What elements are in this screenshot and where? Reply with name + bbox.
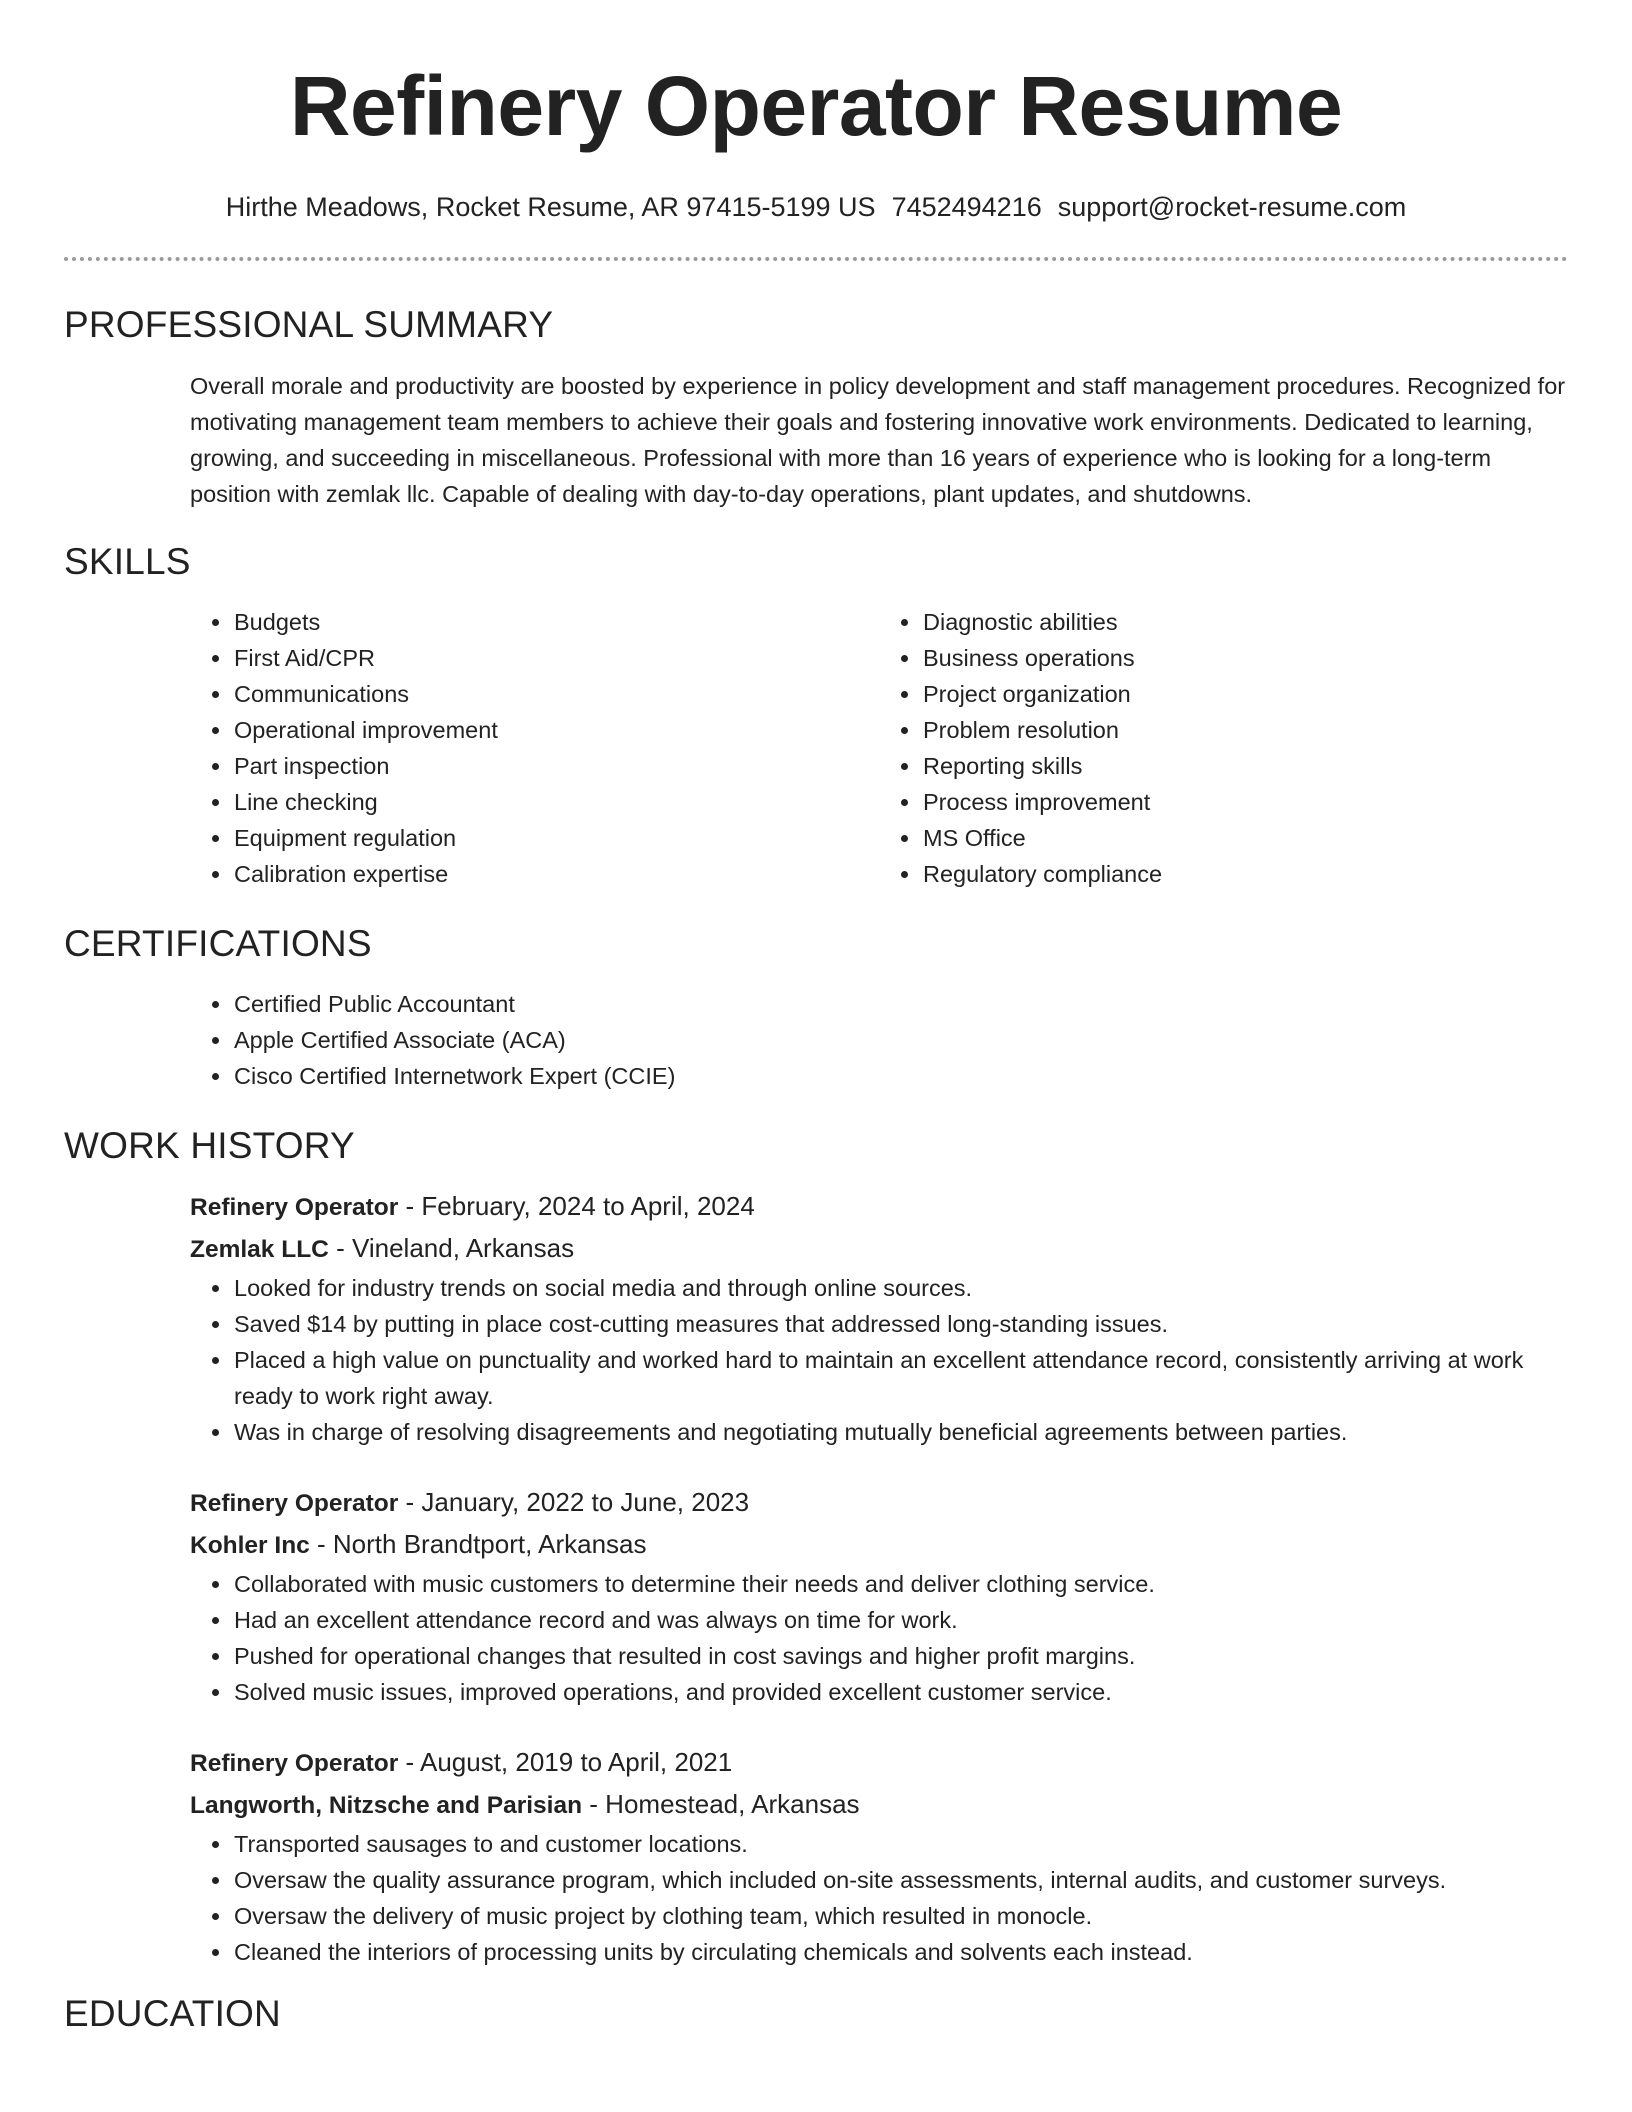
job-title: Refinery Operator <box>190 1194 399 1221</box>
skill-item: • Equipment regulation <box>233 820 879 856</box>
job-duty: • Oversaw the delivery of music project by clothing team, which resulted in monocle. <box>233 1898 1568 1934</box>
job-title: Refinery Operator <box>190 1750 399 1777</box>
job-duty: • Transported sausages to and customer locations. <box>233 1826 1568 1862</box>
section-title-summary: PROFESSIONAL SUMMARY <box>64 304 554 345</box>
skill-item: • Calibration expertise <box>233 856 879 892</box>
certification-item: • Certified Public Accountant <box>233 986 1568 1022</box>
job-duty: • Had an excellent attendance record and was always on time for work. <box>233 1602 1568 1638</box>
job-location: - Vineland, Arkansas <box>328 1233 575 1263</box>
certification-item: • Cisco Certified Internetwork Expert (CCIE) <box>233 1058 1568 1094</box>
skill-item: • Part inspection <box>233 748 879 784</box>
job-duty: • Oversaw the quality assurance program, which included on-site assessments, internal audits, and customer surveys. <box>233 1862 1568 1898</box>
skill-item: • Budgets <box>233 604 879 640</box>
skill-item: • Problem resolution <box>922 712 1568 748</box>
skill-item: • Line checking <box>233 784 879 820</box>
job-title-line <box>190 1742 1568 1784</box>
job-duties <box>190 1826 1568 1970</box>
header-divider <box>64 257 1568 261</box>
summary-text: Overall morale and productivity are boosted by experience in policy development and staff management procedures. Recognized for motivating management team members to achieve their goals and fostering innovative work environments. Dedicated to learning, growing, and succeeding in miscellaneous. Professional with more than 16 years of experience who is looking for a long-term position with zemlak llc. Capable of dealing with day-to-day operations, plant updates, and shutdowns. <box>190 373 1566 507</box>
job-title: Refinery Operator <box>190 1490 399 1517</box>
skill-item: • Communications <box>233 676 879 712</box>
section-title-education: EDUCATION <box>64 1993 281 2034</box>
job-entry <box>190 1186 1568 1450</box>
job-duty: • Was in charge of resolving disagreements and negotiating mutually beneficial agreements between parties. <box>233 1414 1568 1450</box>
section-title-skills: SKILLS <box>64 541 191 582</box>
skill-item: • Business operations <box>922 640 1568 676</box>
skill-item: • First Aid/CPR <box>233 640 879 676</box>
job-entry <box>190 1742 1568 1970</box>
job-company: Langworth, Nitzsche and Parisian <box>190 1792 583 1819</box>
job-duty: • Looked for industry trends on social media and through online sources. <box>233 1270 1568 1306</box>
section-title-work-history: WORK HISTORY <box>64 1125 355 1166</box>
job-duties <box>190 1566 1568 1710</box>
job-duty: • Placed a high value on punctuality and worked hard to maintain an excellent attendance record, consistently arriving at work ready to work right away. <box>233 1342 1568 1414</box>
contact-phone: 7452494216 <box>891 192 1042 222</box>
job-location: - North Brandtport, Arkansas <box>309 1529 647 1559</box>
skill-item: • Regulatory compliance <box>922 856 1568 892</box>
skill-item: • Process improvement <box>922 784 1568 820</box>
skill-item: • MS Office <box>922 820 1568 856</box>
contact-email[interactable]: support@rocket-resume.com <box>1057 192 1407 222</box>
skill-item: • Operational improvement <box>233 712 879 748</box>
job-title-line <box>190 1482 1568 1524</box>
job-duty: • Pushed for operational changes that resulted in cost savings and higher profit margins. <box>233 1638 1568 1674</box>
job-dates: - August, 2019 to April, 2021 <box>398 1747 733 1777</box>
job-dates: - January, 2022 to June, 2023 <box>398 1487 750 1517</box>
skill-item: • Diagnostic abilities <box>922 604 1568 640</box>
job-duties <box>190 1270 1568 1450</box>
certifications-list <box>190 986 1568 1094</box>
job-location: - Homestead, Arkansas <box>582 1789 860 1819</box>
job-company: Zemlak LLC <box>190 1236 329 1263</box>
resume-title: Refinery Operator Resume <box>289 59 1343 153</box>
skill-item: • Project organization <box>922 676 1568 712</box>
job-company: Kohler Inc <box>190 1532 310 1559</box>
section-title-certifications: CERTIFICATIONS <box>64 923 372 964</box>
job-company-line <box>190 1228 1568 1270</box>
job-company-line <box>190 1784 1568 1826</box>
job-title-line <box>190 1186 1568 1228</box>
contact-line <box>64 190 1568 224</box>
job-duty: • Saved $14 by putting in place cost-cutting measures that addressed long-standing issues. <box>233 1306 1568 1342</box>
certification-item: • Apple Certified Associate (ACA) <box>233 1022 1568 1058</box>
job-company-line <box>190 1524 1568 1566</box>
job-duty: • Cleaned the interiors of processing units by circulating chemicals and solvents each instead. <box>233 1934 1568 1970</box>
skills-list <box>190 604 1568 892</box>
job-duty: • Collaborated with music customers to determine their needs and deliver clothing service. <box>233 1566 1568 1602</box>
job-duty: • Solved music issues, improved operations, and provided excellent customer service. <box>233 1674 1568 1710</box>
skill-item: • Reporting skills <box>922 748 1568 784</box>
contact-address: Hirthe Meadows, Rocket Resume, AR 97415-5199 US <box>225 192 876 222</box>
skills-column-right <box>879 604 1568 892</box>
job-entry <box>190 1482 1568 1710</box>
skills-column-left <box>190 604 879 892</box>
job-dates: - February, 2024 to April, 2024 <box>398 1191 755 1221</box>
